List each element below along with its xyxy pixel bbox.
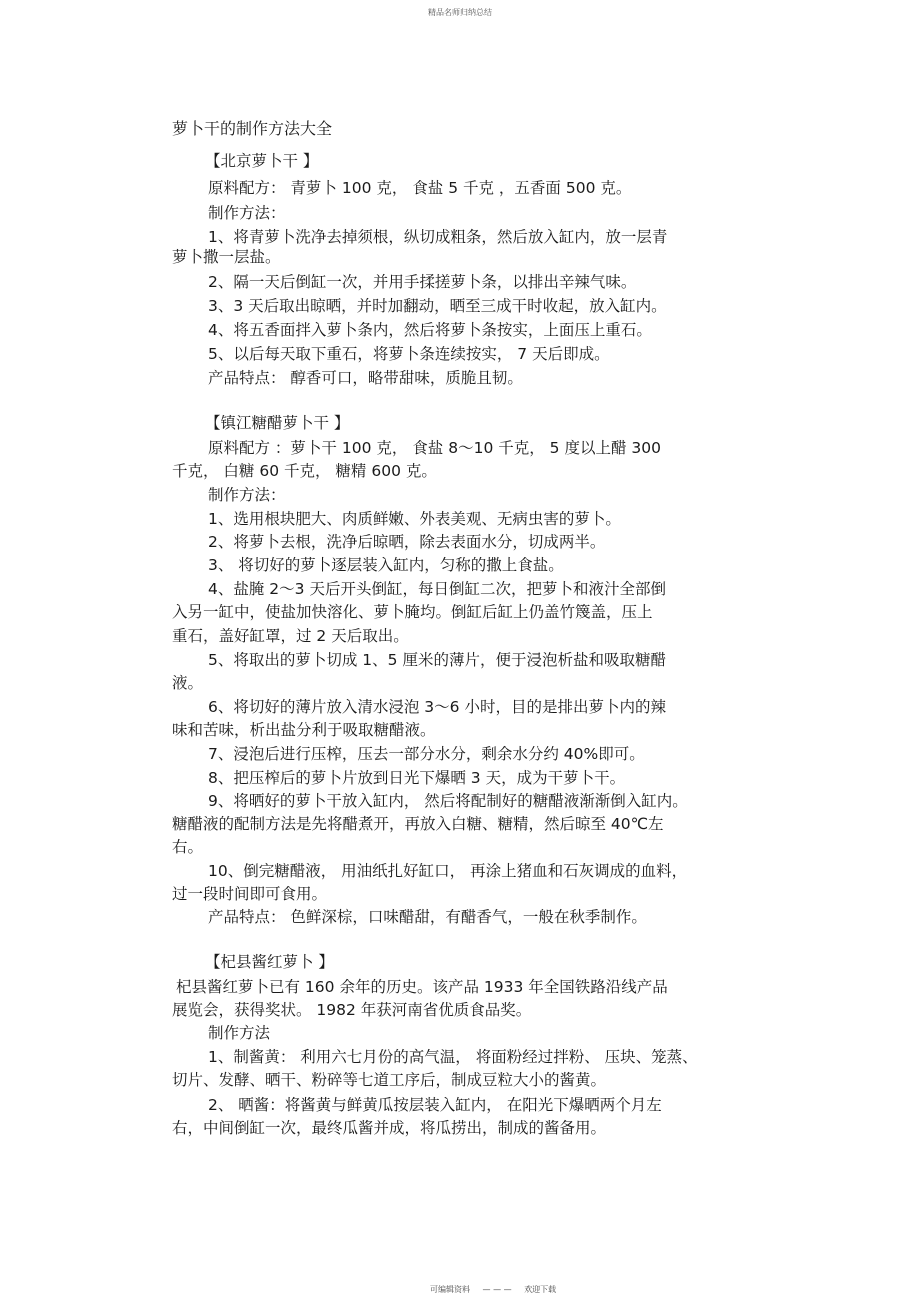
- footer-part: 欢迎下载: [524, 1285, 557, 1294]
- footer-part: — — —: [482, 1285, 512, 1294]
- paragraph-line: 右。: [172, 838, 204, 856]
- paragraph-line: 重石，盖好缸罩，过 2 天后取出。: [172, 627, 409, 645]
- section-heading: 【杞县酱红萝卜 】: [205, 953, 334, 971]
- paragraph-line: 过一段时间即可食用。: [172, 885, 328, 903]
- section-heading: 【北京萝卜干 】: [205, 152, 319, 170]
- paragraph-line: 右，中间倒缸一次，最终瓜酱并成，将瓜捞出，制成的酱备用。: [172, 1119, 607, 1137]
- footer-part: 可编辑资料: [430, 1285, 470, 1294]
- paragraph-line: 萝卜撒一层盐。: [172, 248, 281, 266]
- paragraph-line: 制作方法: [208, 1024, 271, 1042]
- paragraph-line: 展览会，获得奖状。 1982 年获河南省优质食品奖。: [172, 1001, 532, 1019]
- paragraph-line: 2、将萝卜去根，洗净后晾晒，除去表面水分，切成两半。: [208, 533, 606, 551]
- paragraph-line: 2、隔一天后倒缸一次，并用手揉搓萝卜条，以排出辛辣气味。: [208, 273, 637, 291]
- paragraph-line: 制作方法：: [208, 486, 286, 504]
- paragraph-line: 3、 将切好的萝卜逐层装入缸内，匀称的撒上食盐。: [208, 556, 564, 574]
- paragraph-line: 产品特点： 色鲜深棕，口味醋甜，有醋香气，一般在秋季制作。: [208, 908, 647, 926]
- paragraph-line: 4、盐腌 2～3 天后开头倒缸，每日倒缸二次，把萝卜和液汁全部倒: [208, 580, 666, 598]
- page-header: 精品名师归纳总结: [428, 8, 492, 17]
- paragraph-line: 6、将切好的薄片放入清水浸泡 3～6 小时，目的是排出萝卜内的辣: [208, 698, 666, 716]
- paragraph-line: 10、倒完糖醋液， 用油纸扎好缸口， 再涂上猪血和石灰调成的血料，: [208, 862, 688, 880]
- paragraph-line: 1、选用根块肥大、肉质鲜嫩、外表美观、无病虫害的萝卜。: [208, 510, 621, 528]
- paragraph-line: 3、3 天后取出晾晒，并时加翻动，晒至三成干时收起，放入缸内。: [208, 297, 667, 315]
- paragraph-line: 制作方法：: [208, 204, 286, 222]
- paragraph-line: 入另一缸中，使盐加快溶化、萝卜腌均。倒缸后缸上仍盖竹篾盖，压上: [172, 603, 653, 621]
- section-heading: 【镇江糖醋萝卜干 】: [205, 414, 350, 432]
- paragraph-line: 4、将五香面拌入萝卜条内，然后将萝卜条按实，上面压上重石。: [208, 321, 652, 339]
- paragraph-line: 味和苦味，析出盐分利于吸取糖醋液。: [172, 721, 436, 739]
- paragraph-line: 8、把压榨后的萝卜片放到日光下爆晒 3 天，成为干萝卜干。: [208, 769, 626, 787]
- paragraph-line: 杞县酱红萝卜已有 160 余年的历史。该产品 1933 年全国铁路沿线产品: [176, 978, 668, 996]
- page-footer: [430, 1284, 566, 1295]
- paragraph-line: 液。: [172, 674, 204, 692]
- paragraph-line: 1、将青萝卜洗净去掉须根，纵切成粗条，然后放入缸内，放一层青: [208, 228, 668, 246]
- paragraph-line: 9、将晒好的萝卜干放入缸内， 然后将配制好的糖醋液渐渐倒入缸内。: [208, 792, 688, 810]
- paragraph-line: 5、以后每天取下重石，将萝卜条连续按实， 7 天后即成。: [208, 345, 610, 363]
- document-title: 萝卜干的制作方法大全: [172, 119, 333, 138]
- paragraph-line: 切片、发酵、晒干、粉碎等七道工序后，制成豆粒大小的酱黄。: [172, 1071, 607, 1089]
- paragraph-line: 原料配方： 青萝卜 100 克， 食盐 5 千克 ，五香面 500 克。: [208, 179, 632, 197]
- paragraph-line: 千克， 白糖 60 千克， 糖精 600 克。: [172, 462, 437, 480]
- paragraph-line: 产品特点： 醇香可口，略带甜味，质脆且韧。: [208, 369, 523, 387]
- paragraph-line: 7、浸泡后进行压榨，压去一部分水分，剩余水分约 40%即可。: [208, 745, 645, 763]
- paragraph-line: 1、制酱黄： 利用六七月份的高气温， 将面粉经过拌粉、 压块、笼蒸、: [208, 1048, 698, 1066]
- paragraph-line: 糖醋液的配制方法是先将醋煮开，再放入白糖、糖精，然后晾至 40℃左: [172, 815, 664, 833]
- paragraph-line: 5、将取出的萝卜切成 1、5 厘米的薄片，便于浸泡析盐和吸取糖醋: [208, 651, 666, 669]
- paragraph-line: 2、 晒酱：将酱黄与鲜黄瓜按层装入缸内， 在阳光下爆晒两个月左: [208, 1096, 662, 1114]
- paragraph-line: 原料配方 ：萝卜干 100 克， 食盐 8～10 千克， 5 度以上醋 300: [208, 439, 661, 457]
